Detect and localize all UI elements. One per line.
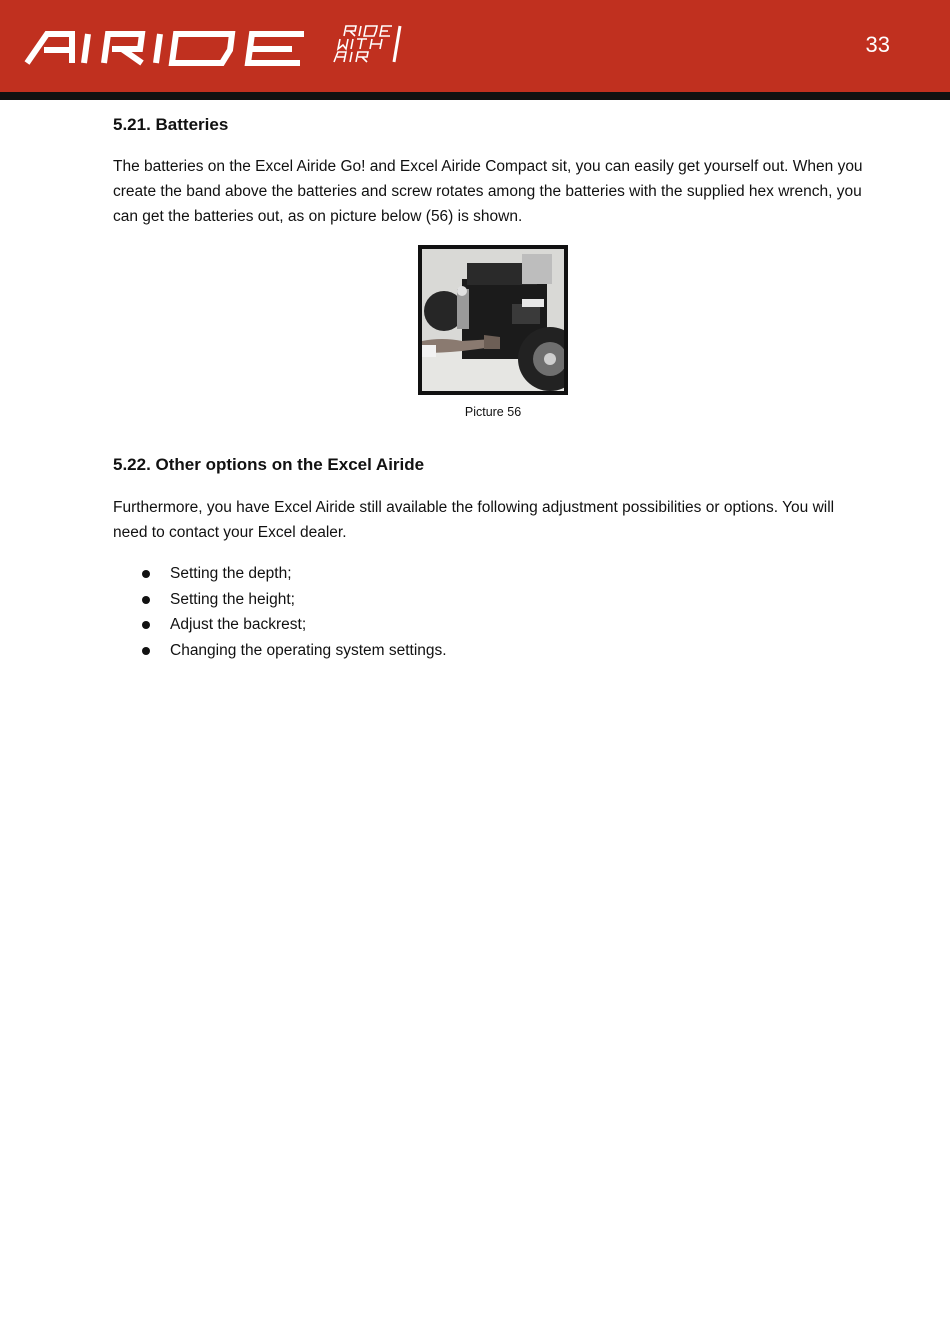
section-title-batteries: 5.21. Batteries — [113, 115, 229, 134]
airide-logo — [22, 22, 412, 72]
list-item — [113, 638, 447, 664]
list-item — [113, 561, 447, 587]
figure-caption: Picture 56 — [464, 405, 522, 419]
list-item-text: Setting the height; — [170, 590, 295, 608]
battery-photo — [418, 245, 568, 395]
options-list — [113, 561, 447, 664]
list-item-text: Changing the operating system settings. — [170, 642, 447, 660]
list-item-text: Setting the depth; — [170, 565, 292, 582]
bullet-icon — [142, 596, 150, 604]
page-header — [0, 0, 950, 92]
bullet-icon — [142, 621, 150, 629]
list-item — [113, 612, 447, 638]
battery-photo-image — [422, 249, 564, 391]
section-body-other-options: Furthermore, you have Excel Airide still available the following adjustment possibilities or options. You will need to contact your Excel dealer. — [113, 499, 835, 541]
list-item — [113, 587, 447, 613]
page-number: 33 — [865, 32, 890, 57]
bullet-icon — [142, 647, 150, 655]
section-title-other-options: 5.22. Other options on the Excel Airide — [113, 455, 425, 474]
header-rule — [0, 92, 950, 100]
list-item-text: Adjust the backrest; — [170, 616, 307, 634]
bullet-icon — [142, 570, 150, 578]
section-body-batteries: The batteries on the Excel Airide Go! and Excel Airide Compact sit, you can easily get yourself out. When you create the band above the batteries and screw rotates among the batteries with the supplied hex wrench, you can get the batteries out, as on picture below (56) is shown. — [113, 158, 863, 225]
